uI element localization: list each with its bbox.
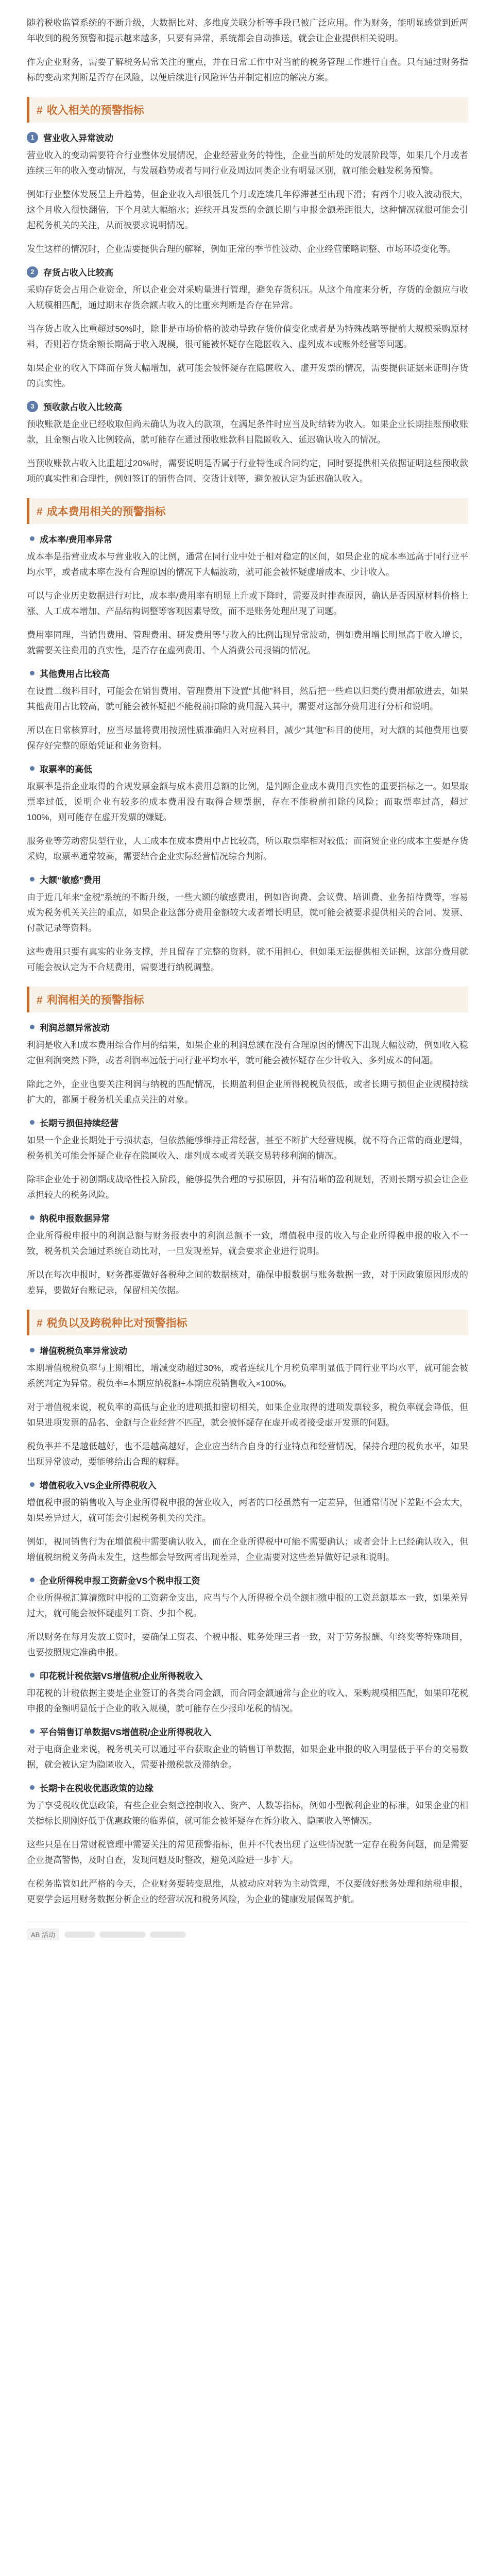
bullet-icon — [30, 1215, 35, 1220]
paragraph: 预收账款是企业已经收取但尚未确认为收入的款项，在满足条件时应当及时结转为收入。如果企业长期挂账预收账款，且金额占收入比例较高，就可能存在通过预收账款科目隐匿收入、延迟确认收入的情况。 — [27, 419, 468, 445]
subheading-title: 长期卡在税收优惠政策的边缘 — [40, 1784, 153, 1793]
footer — [27, 1922, 468, 1950]
subheading — [27, 131, 468, 144]
paragraph: 作为企业财务，需要了解税务局常关注的重点，并在日常工作中对当前的税务管理工作进行自查。只有通过财务指标的变动来判断是否存在风险，以便后续进行风险评估并制定相应的解决方案。 — [27, 57, 468, 82]
bullet-icon — [30, 877, 35, 882]
paragraph: 印花税的计税依据主要是企业签订的各类合同金额，而合同金额通常与企业的收入、采购规模相匹配，如果印花税申报的金额明显低于企业的收入规模，就可能存在少报印花税的情况。 — [27, 1688, 468, 1714]
paragraph: 对于电商企业来说，税务机关可以通过平台获取企业的销售订单数据，如果企业申报的收入明显低于平台的交易数据，就会被认定为隐匿收入，需要补缴税款及滞纳金。 — [27, 1744, 468, 1770]
subheading — [27, 1781, 468, 1794]
subheading-title: 利润总额异常波动 — [40, 1023, 110, 1033]
subheading-title: 增值税税负率异常波动 — [40, 1346, 127, 1356]
subheading — [27, 1725, 468, 1738]
subheading-title: 大额“敏感”费用 — [40, 875, 101, 885]
subheading — [27, 1669, 468, 1682]
paragraph: 例如行业整体发展呈上升趋势，但企业收入却很低几个月或连续几年停滞甚至出现下滑；有两个月收入波动很大，这个月收入很快翻倍，下个月就大幅缩水；连续开具发票的金额长期与申报金额差距很大，这种情况就很可能会引起税务机关的关注，从而被要求说明情况。 — [27, 190, 468, 230]
section-heading — [27, 1310, 468, 1335]
bullet-icon — [30, 1482, 35, 1487]
subheading-title: 存货占收入比较高 — [43, 268, 113, 278]
blurred-item — [64, 1931, 95, 1938]
bullet-icon — [30, 1578, 35, 1582]
hash-icon: # — [37, 994, 43, 1006]
paragraph: 当存货占收入比重超过50%时，除非是市场价格的波动导致存货价值变化或者是为特殊战略等提前大规模采购原材料，否则若存货余额长期高于收入规模，很可能被怀疑存在隐匿收入、虚列成本或账外经营等问题。 — [27, 324, 468, 349]
paragraph: 在税务监管如此严格的今天，企业财务要转变思维，从被动应对转为主动管理，不仅要做好账务处理和纳税申报，更要学会运用财务数据分析企业的经营状况和税务风险，为企业的健康发展保驾护航。 — [27, 1879, 468, 1904]
section-heading — [27, 498, 468, 524]
section-title: 成本费用相关的预警指标 — [46, 506, 166, 518]
paragraph: 可以与企业历史数据进行对比，成本率/费用率有明显上升或下降时，需要及时排查原因，确认是否因原材料价格上涨、人工成本增加、产品结构调整等客观因素导致，而不是账务处理出现了问题。 — [27, 591, 468, 616]
section-heading — [27, 97, 468, 123]
paragraph: 税负率并不是越低越好，也不是越高越好，企业应当结合自身的行业特点和经营情况，保持合理的税负水平，如果出现异常波动，要能够给出合理的解释。 — [27, 1442, 468, 1467]
sections — [27, 97, 468, 1829]
paragraph: 本期增值税税负率与上期相比，增减变动超过30%，或者连续几个月税负率明显低于同行业平均水平，就可能会被系统判定为异常。税负率=本期应纳税额÷本期应税销售收入×100%。 — [27, 1363, 468, 1388]
paragraph: 例如，视同销售行为在增值税中需要确认收入，而在企业所得税中可能不需要确认；或者会计上已经确认收入，但增值税纳税义务尚未发生，这些都会导致两者出现差异，企业需要对这些差异做好记录和说明。 — [27, 1537, 468, 1562]
bullet-icon — [30, 1673, 35, 1677]
bullet-icon — [30, 1729, 35, 1734]
blurred-item — [99, 1931, 146, 1938]
paragraph: 利润是收入和成本费用综合作用的结果，如果企业的利润总额在没有合理原因的情况下出现大幅波动，例如收入稳定但利润突然下降，或者利润率远低于同行业平均水平，就可能会被怀疑存在少计收入、多列成本的问题。 — [27, 1040, 468, 1065]
subheading — [27, 532, 468, 545]
paragraph: 这些费用只要有真实的业务支撑，并且留存了完整的资料，就不用担心，但如果无法提供相关证据，这部分费用就可能会被认定为不合规费用，需要进行纳税调整。 — [27, 947, 468, 972]
subheading-title: 取票率的高低 — [40, 765, 92, 774]
subheading-title: 其他费用占比较高 — [40, 669, 110, 679]
footer-tag[interactable]: AB 活动 — [27, 1928, 59, 1940]
subheading-title: 成本率/费用率异常 — [40, 535, 112, 545]
hash-icon: # — [37, 1317, 43, 1329]
paragraph: 这些只是在日常财税管理中需要关注的常见预警指标，但并不代表出现了这些情况就一定存在税务问题，而是需要企业提高警惕，及时自查，发现问题及时整改，避免风险进一步扩大。 — [27, 1840, 468, 1865]
paragraph: 由于近几年来“金税”系统的不断升级，一些大额的敏感费用，例如咨询费、会议费、培训费、业务招待费等，容易成为税务机关关注的重点，如果企业这部分费用金额较大或者增长明显，就可能会被要求提供相关的合同、发票、付款记录等资料。 — [27, 892, 468, 933]
paragraph: 当预收账款占收入比重超过20%时，需要说明是否属于行业特性或合同约定，同时要提供相关依据证明这些预收款项的真实性和合理性，例如签订的销售合同、交货计划等，避免被认定为延迟确认收入。 — [27, 459, 468, 484]
paragraph: 成本率是指营业成本与营业收入的比例，通常在同行业中处于相对稳定的区间，如果企业的成本率远高于同行业平均水平，或者成本率在没有合理原因的情况下大幅波动，就可能会被怀疑虚增成本、少计收入。 — [27, 552, 468, 577]
paragraph: 对于增值税来说，税负率的高低与企业的进项抵扣密切相关，如果企业取得的进项发票较多，税负率就会降低，但如果进项发票的品名、金额与企业经营不匹配，就会被怀疑存在虚开或者接受虚开发票的问题。 — [27, 1402, 468, 1428]
paragraph: 如果一个企业长期处于亏损状态，但依然能够维持正常经营，甚至不断扩大经营规模，就不符合正常的商业逻辑，税务机关可能会怀疑企业存在隐匿收入、虚列成本或者关联交易转移利润的情况。 — [27, 1136, 468, 1161]
bullet-icon — [30, 1025, 35, 1029]
section-title: 收入相关的预警指标 — [46, 105, 144, 116]
paragraph: 除非企业处于初创期或战略性投入阶段，能够提供合理的亏损原因，并有清晰的盈利规划，否则长期亏损会让企业承担较大的税务风险。 — [27, 1175, 468, 1200]
subheading — [27, 1573, 468, 1586]
paragraph: 取票率是指企业取得的合规发票金额与成本费用总额的比例，是判断企业成本费用真实性的重要指标之一。如果取票率过低，说明企业有较多的成本费用没有取得合规票据，存在不能税前扣除的风险；而取票率过高，超过100%，则可能存在虚开发票的嫌疑。 — [27, 782, 468, 822]
paragraph: 在设置二级科目时，可能会在销售费用、管理费用下设置“其他”科目，然后把一些难以归类的费用都放进去，如果其他费用占比较高，就可能会被怀疑把不能税前扣除的费用混入其中，需要对这部分费用进行分析和说明。 — [27, 686, 468, 711]
hash-icon: # — [37, 105, 43, 116]
paragraph: 所以在每次申报时，财务都要做好各税种之间的数据核对，确保申报数据与账务数据一致，对于因政策原因形成的差异，要做好台账记录，保留相关依据。 — [27, 1270, 468, 1295]
bullet-icon — [30, 536, 35, 541]
subheading — [27, 1116, 468, 1129]
section-title: 税负以及跨税种比对预警指标 — [46, 1317, 187, 1329]
subheading — [27, 1344, 468, 1357]
paragraph: 如果企业的收入下降而存货大幅增加，就可能会被怀疑存在隐匿收入、虚开发票的情况，需要提供证据来证明存货的真实性。 — [27, 363, 468, 388]
bullet-icon — [30, 1348, 35, 1352]
paragraph: 为了享受税收优惠政策，有些企业会刻意控制收入、资产、人数等指标，例如小型微利企业的标准，如果企业的相关指标长期刚好低于优惠政策的临界值，就可能会被怀疑存在拆分收入、隐匿收入等情况。 — [27, 1801, 468, 1826]
paragraph: 企业所得税汇算清缴时申报的工资薪金支出，应当与个人所得税全员全额扣缴申报的工资总额基本一致，如果差异过大，就可能会被怀疑虚列工资、少扣个税。 — [27, 1593, 468, 1618]
number-badge: 3 — [27, 401, 38, 412]
conclusion — [27, 1837, 468, 1907]
subheading-title: 营业收入异常波动 — [43, 133, 113, 143]
subheading-title: 增值税收入VS企业所得税收入 — [40, 1481, 157, 1490]
subheading — [27, 667, 468, 680]
subheading-title: 印花税计税依据VS增值税/企业所得税收入 — [40, 1671, 203, 1681]
subheading-title: 企业所得税申报工资薪金VS个税申报工资 — [40, 1576, 200, 1586]
paragraph: 费用率同理，当销售费用、管理费用、研发费用等与收入的比例出现异常波动，例如费用增长明显高于收入增长，就需要关注费用的真实性，是否存在虚列费用、个人消费公司报销的情况。 — [27, 630, 468, 655]
paragraph: 营业收入的变动需要符合行业整体发展情况，企业经营业务的特性，企业当前所处的发展阶段等，如果几个月或者连续三年的收入变动情况，与发展趋势或者与同行业及周边同类企业有明显区别，就可能会触发税务预警。 — [27, 150, 468, 176]
paragraph: 企业所得税申报中的利润总额与财务报表中的利润总额不一致，增值税申报的收入与企业所得税申报的收入不一致，税务机关会通过系统自动比对，一旦发现差异，就会要求企业进行说明。 — [27, 1231, 468, 1256]
bullet-icon — [30, 1120, 35, 1125]
subheading-title: 平台销售订单数据VS增值税/企业所得税收入 — [40, 1727, 212, 1737]
bullet-icon — [30, 671, 35, 675]
subheading — [27, 1478, 468, 1491]
paragraph: 所以财务在每月发放工资时，要确保工资表、个税申报、账务处理三者一致，对于劳务报酬、年终奖等特殊项目，也要按照规定准确申报。 — [27, 1632, 468, 1657]
number-badge: 2 — [27, 266, 38, 278]
subheading — [27, 265, 468, 278]
paragraph: 增值税申报的销售收入与企业所得税申报的营业收入，两者的口径虽然有一定差异，但通常情况下差距不会太大，如果差异过大，就可能会引起税务机关的关注。 — [27, 1498, 468, 1523]
section-title: 利润相关的预警指标 — [46, 994, 144, 1006]
subheading — [27, 400, 468, 413]
subheading-title: 长期亏损但持续经营 — [40, 1118, 118, 1128]
paragraph: 除此之外，企业也要关注利润与纳税的匹配情况，长期盈利但企业所得税税负很低，或者长期亏损但企业规模持续扩大的，都属于税务机关重点关注的对象。 — [27, 1079, 468, 1105]
subheading-title: 纳税申报数据异常 — [40, 1214, 110, 1224]
paragraph: 随着税收监管系统的不断升级，大数据比对、多维度关联分析等手段已被广泛应用。作为财务，能明显感觉到近两年收到的税务预警和提示越来越多，只要有异常，系统都会自动推送，就会让企业提供相关说明。 — [27, 18, 468, 43]
number-badge: 1 — [27, 132, 38, 143]
blurred-item — [150, 1931, 186, 1938]
intro — [27, 15, 468, 86]
paragraph: 服务业等劳动密集型行业，人工成本在成本费用中占比较高，所以取票率相对较低；而商贸企业的成本主要是存货采购，取票率通常较高，需要结合企业实际经营情况综合判断。 — [27, 836, 468, 861]
subheading — [27, 762, 468, 775]
bullet-icon — [30, 766, 35, 771]
section-heading — [27, 987, 468, 1012]
paragraph: 采购存货会占用企业资金，所以企业会对采购量进行管理，避免存货积压。从这个角度来分析，存货的金额应与收入规模相匹配，通过期末存货余额占收入的比重来判断是否存在异常。 — [27, 285, 468, 310]
subheading-title: 预收款占收入比较高 — [43, 402, 122, 412]
hash-icon: # — [37, 506, 43, 518]
paragraph: 所以在日常核算时，应当尽量将费用按照性质准确归入对应科目，减少“其他”科目的使用，对大额的其他费用也要保存好完整的原始凭证和业务资料。 — [27, 725, 468, 751]
bullet-icon — [30, 1785, 35, 1790]
subheading — [27, 1211, 468, 1224]
subheading — [27, 1021, 468, 1033]
subheading — [27, 873, 468, 886]
paragraph: 发生这样的情况时，企业需要提供合理的解释，例如正常的季节性波动、企业经营策略调整、市场环境变化等。 — [27, 244, 456, 254]
